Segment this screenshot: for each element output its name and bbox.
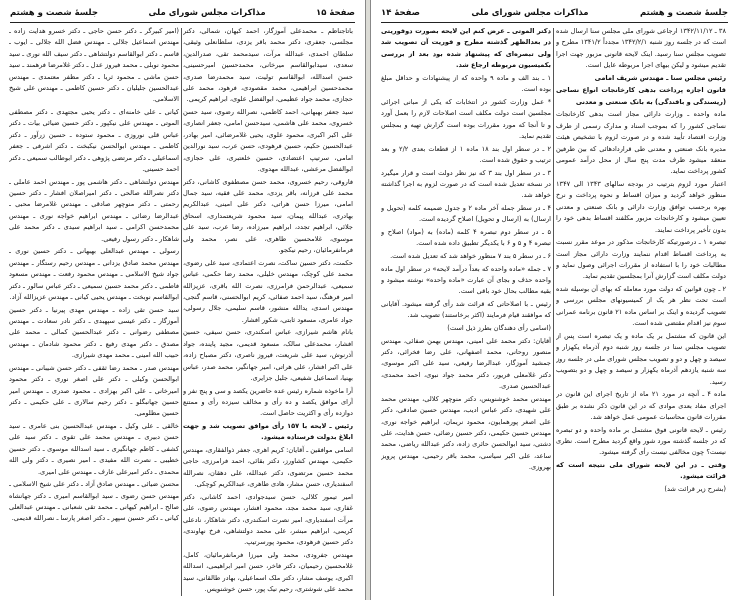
left-column-divider (181, 28, 182, 596)
left-page (0, 0, 366, 600)
paragraph: اسامی موافقین ـ آقایان: کریم اهری، جعفر ذوالفقاری، مهندس حکیمی، مهندس کشاورز، دکتر بقائی، احمد فرامرزی، حاجی محمد حسین مرتضوی، دکتر عبدالله، علی دهقان، نصرالله اسفندیاری، حسن مشار، هادی طاهری، عبدالکریم کوچکی. (183, 445, 353, 489)
paragraph: مهندس دولتشاهی ـ دکتر هاشمی پور ـ مهندس احمد عاملی ـ دکتر نصرالله صالحی ـ دکتر امیراصلان افشار ـ دکتر حسین رحمتی ـ دکتر منوچهر صادقی ـ مهندس غلامرضا محبی ـ عبدالرضا رضائی ـ مهندس ابراهیم خواجه نوری ـ مهندس محمدحسن اکرامی ـ سید ابراهیم سیدی ـ دکتر محمد علی شاهکار ـ دکتر رسول رفیعی. (9, 177, 179, 243)
right-page-right-column (556, 26, 726, 596)
right-page-left-column (381, 26, 551, 596)
right-page (370, 0, 738, 600)
paragraph: ۵ ـ در سطر دوم تبصره ۴ کلمه (ماده) به (مواد) اصلاح و تبصره ۴ و ۵ و ۶ با یکدیگر تطبیق داده شده است. (381, 228, 551, 248)
left-header-rule (10, 22, 355, 23)
paragraph: سید جعفر بهبهانی، احمد کاظمی، نصرالله رضوی، سید حسن خسروی، محمد علی هاشمی، سیدحسن امامی، جعفر انصاری، علی اکبر اکبری، محمود علوی، یحیی غلامرضائی، امیر بهادر، عبدالحسین حکیم، حسین فرهودی، حسن عرب، سید نورالدین امامی، سرتیپ اعتضادی، حسین خلعتبری، علی حجازی، ابوالفضل مرعشی، عبدالله مهدوی. (183, 108, 353, 174)
paragraph: تبصره ۱ ـ درصورتیکه کارخانجات مذکور در موعد مقرر نسبت به پرداخت اقساط اقدام ننمایند وزارت دارائی مجاز است مطالبات خود را با استفاده از مقررات اجرائی وصول نماید و دولت مکلف است گزارش آنرا بمجلسین تقدیم نماید. (556, 238, 726, 281)
left-page-header (10, 6, 355, 20)
paragraph: ۷ ـ جمله «ماده واحده که بعداً درآمد لایحه» در سطر اول ماده واحده حذف و بجای آن عبارت «ماده واحده» نوشته میشود و بقیه مطالب بحال خود باقی است. (381, 264, 551, 296)
paragraph: آقایان: دکتر محمد علی امینی، مهندس بهمن صفائی، مهندس منصور روحانی، محمد اصفهانی، علی رضا فخرائی، دکتر جمشید آموزگار، عبدالرضا رفیعی، سید علی اکبر موسوی، دکتر غلامعلی فریور، دکتر محمد جواد نبوی، احمد محمدی، عبدالحسین صدری. (381, 336, 551, 391)
left-page-left-column (9, 26, 179, 596)
right-column-divider (553, 28, 554, 596)
paragraph: * عمل وزارت کشور در انتخابات که یکی از مبانی اجرائی مجلسین است دولت مکلف است اصلاحات لازم را بعمل آورد و تا آنجا که مورد مقررات بوده است گزارش تهیه و بمجلس تقدیم نماید. (381, 97, 551, 141)
left-page-session: جلسهٔ شصت و هشتم (10, 8, 98, 18)
paragraph: باتاجناظم ـ محمدعلی آموزگار، احمد کیهان، شمالی، دکتر مجلسی، جعفری، دکتر محمد باقر یزدی، سلطانعلی وثیقی، سلطان احمدی، عبدالله مرآت، سیدمحمد تقی، صدرالدین، سعدی، سیدابوالقاسم میرخانی، محمدحسین امیرحسینی، حسن اسدالله، ابوالقاسم تولیت، سید محمدرضا صدری، محمدحسین ابراهیمی، محمد مقصودی، فرهود، محمد علی حجازی، محمد جواد عظیمی، ابوالفضل علوی، ابراهیم کریمی. (183, 27, 353, 104)
paragraph: وقتی ـ در این لایحه شورای ملی نتیجه است که قرائت میشود. (556, 460, 726, 481)
paragraph: ۲ ـ چون قوانین که دولت مورد معامله که بهای آن بوسیله شده است تحت نظر هر یک از کمیسیونهای مجلس بررسی و تصویب گردیده و اینک بر اساس ماده ۲۱ قانون برنامه عمرانی سوم نیز اقدام مقتضی شده است. (556, 285, 726, 328)
paragraph: رسولی ـ مهندس عبدالعلی بهبهانی ـ دکتر حسین نوری ـ مهندس محمد صادق یزدانی ـ مهندس رحیم رستگار ـ مهندس جواد شیخ الاسلامی ـ مهندس محمود رفعت ـ مهندس مسعود فاطمی ـ دکتر محمد حسین سمیعی ـ دکتر عباس سالور ـ دکتر ابوالقاسم نوبخت ـ مهندس یحیی کیانی ـ مهندس عزیزالله آزاد. (9, 247, 179, 301)
paragraph: رئیس ـ لایحه قانونی فوق مشتمل بر ماده واحده و دو تبصره که در جلسه گذشته مورد شور واقع گردید مطرح است. نظری نیست؟ چون مخالفی نیست رأی گرفته میشود. (556, 425, 726, 457)
paragraph: این قانون که مشتمل بر یک ماده و یک تبصره است پس از تصویب مجلس سنا در جلسه روز شنبه دوم آذرماه یکهزار و سیصد و چهل و دو و تصویب مجلس شورای ملی در جلسه روز سه شنبه یازدهم آذرماه یکهزار و سیصد و چهل و دو بتصویب رسید. (556, 331, 726, 386)
right-page-title: مذاکرات مجلس شورای ملی (471, 8, 589, 18)
paragraph: محسن ضیائی ـ مهندس صادق آزاد ـ دکتر علی شیخ الاسلامی ـ مهندس حسن رضوی ـ سید ابوالقاسم امیری ـ دکتر جهانشاه صالح ـ ابراهیم کیهانی ـ محمد تقی شعبانی ـ مهندس عبدالعلی کیانی ـ دکتر حسین سپهر ـ دکتر اصغر پارسا ـ نصرالله قدیمی. (9, 480, 179, 523)
paragraph: رئیس ـ با اصلاحاتی که قرائت شد رأی گرفته میشود. آقایانی که موافقند قیام فرمایند (اکثر برخاستند) تصویب شد. (381, 300, 551, 320)
paragraph: قانون اجازه پرداخت بدهی کارخانجات انواع نساجی (ریسندگی و بافندگی) به بانک صنعتی و معدنی (556, 86, 726, 106)
paragraph: حکمت، دکتر حسین ساکت، نصرت اعتمادی، سید علی رضوی، محمد علی کوچک، مهندس خلیلی، محمد رضا حکمی، عباس سمیعی، عبدالرحمن فرامرزی، نصرت الله باقری، عزیزالله امیر فرهنگ، سید احمد صفائی، کریم ابوالحسنی، قاسم گنجی، مهندس اسدی، یدالله منشور، قاسم سلیمی، جلال رسولی، جواد عامری، مسعود ثابتی، شکور افشار. (183, 258, 353, 324)
paragraph: ۴ ـ در سطر جمله آخر ماده ۲ و جدول ضمیمه کلمه (تحویل و ارسال) به (ارسال و تحویل) اصلاح گردیده است. (381, 204, 551, 224)
paragraph: (امیر کبیرگر ـ دکتر حسن حاجی ـ دکتر خسرو هدایت زاده ـ مهندس اسماعیل جلالی ـ مهندس فضل الله جلالی ـ ایوب ـ قاسم ـ دکتر ابوالقاسم دولتشاهی ـ دکتر سیف الله نوری ـ سید محمود نوبلی ـ محمد فیروز عدل ـ دکتر غلامرضا فرهمند ـ سید حسن ماشی ـ محمود ثریا ـ دکتر مظفر معتمدی ـ مهندس عبدالحسین جلیلیان ـ دکتر حسین کاظمی ـ مهندس علی شیخ الاسلامی. (9, 27, 179, 104)
paragraph: مهندس صدر ـ محمد رضا ثقفی ـ دکتر حسن شیبانی ـ مهندس ابوالحسن وکیلی ـ دکتر علی اصغر نوری ـ دکتر محمود امیرخانی ـ علی اکبر بهزادی ـ محمود صدری ـ مهندس امیر حسین جهانبگلو ـ دکتر رحیم سالاری ـ علی حکیمی ـ دکتر حسین مظلومی. (9, 363, 179, 418)
paragraph: امیر تیمور کلالی، حسن سیدجوادی، احمد کاشانی، دکتر غفاری، سید محمد مجد، محمود افشار، مهندس رضوی، علی مرآت اسفندیاری، امیر نصرت اسکندری، دکتر شاهکار، نادعلی کریمی، ابراهیم مبشر، علی محمد دولتشاهی، فرخ نهاوندی، دکتر حسین فرهودی، محمود پورسرتیپ. (183, 492, 353, 547)
paragraph: کیانی ـ علی خامنه‌ای ـ دکتر یحیی مجتهدی ـ دکتر مصطفی الموتی ـ مهندس علی نیکپور ـ دکتر حسین ضیائی بیات ـ دکتر عباس قلی نوروزی ـ محمود ستوده ـ حسین زرآور ـ دکتر کاظمی ـ مهندس ابوالحسن نیکبخت ـ دکتر اشرفی ـ جعفر اسماعیلی ـ دکتر مرتضی پژوهی ـ دکتر ابوطالب سمیعی ـ دکتر احمد حسینی. (9, 108, 179, 174)
paragraph: دکتر الموتی ـ عرض کنم این لایحه بصورت دوفوریتی در بعدالظهر گذشته مطرح و فوریت آن تصویب شد ولی تبصره‌ای که پیشنهاد شده بود بعد از بررسی بکمیسیون مربوطه ارجاع شد. (381, 27, 551, 70)
paragraph: مهندس جفرودی، محمد ولی میرزا فرمانفرمائیان، کامل، غلامحسین رحیمیان، دکتر فاخر، حسن امیر ابراهیمی، اسدالله اکبری، یوسف مشار، دکتر ملک اسماعیلی، بهادر طالقانی، سید محمد علی شوشتری، رحیم نیک پور، حسن خوشنویس. (183, 550, 353, 594)
right-page-number: صفحهٔ ۱۴ (381, 8, 420, 18)
paragraph: رئیس ـ لایحه با ۱۵۷ رأی موافق تصویب شد و جهت ابلاغ بدولت فرستاده میشود. (183, 421, 353, 442)
left-page-right-column (183, 26, 353, 596)
paragraph: رئیس مجلس سنا ـ مهندس شریف امامی (594, 73, 726, 82)
paragraph: (بشرح زیر قرائت شد) (664, 484, 726, 493)
paragraph: ۶ ـ در سطر ۵ بند ۷ منظور خواهد شد که تعدیل شده است. (390, 252, 551, 261)
paragraph: مهندس محمد خوشنویس، دکتر منوچهر کلالی، مهندس محمد علی شهیدی، دکتر عباس ادیب، مهندس حسین صادقی، دکتر علی اصغر پورهمایون، محمود نریمان، ابراهیم خواجه نوری، مهندس حسین حکیمی، دکتر حسین رضائی، حسن هدایت، علی دشتی، سید ابوالحسن حائری زاده، دکتر عبدالله ریاضی، محمد ساعد، علی اکبر سیاسی، محمد باقر رحیمی، مهندس پرویز بهروزی. (381, 394, 551, 472)
paragraph: ۱ ـ بند الف و ماده ۹ واحده که از پیشنهادات و حداقل مبلغ بوده است. (381, 73, 551, 94)
paragraph: ماده ۴ ـ آنچه در مورد ۲۱ ماه از تاریخ اجرای این قانون در اجرای مفاد بعدی موادی که در این قانون ذکر نشده بر طبق مقررات قانون محاسبات عمومی عمل خواهد شد. (556, 390, 726, 421)
paragraph: ۳ ـ در سطر اول بند ۳ که نیز نظر دولت است و قرار میگیرد در نسخه تعدیل شده است که در صورت لزوم به اجرا گذاشته خواهد شد. (381, 168, 551, 200)
paragraph: خالقی ـ علی وکیل ـ مهندس عبدالحسین بنی عامری ـ سید حسن دبیری ـ مهندس محمد علی تقوی ـ دکتر سید علی کشفی ـ کاظم جهانگیری ـ سید اسدالله موسوی ـ دکتر حسین خطیبی ـ نصرت الله مفیدی ـ امیر نصیری ـ دکتر ولی الله محمدی ـ دکتر امیرعلی عارف ـ مهندس علی امیری. (9, 421, 179, 476)
right-page-header (381, 6, 728, 20)
paragraph: ماده واحده ـ وزارت دارائی مجاز است بدهی کارخانجات نساجی کشور را که بموجب اسناد و مدارک رسمی از طرف وزارت اقتصاد تأیید شده و در صورت لزوم با تشخیص هیئت مدیره بانک صنعتی و معدنی طی قراردادهائی که بین طرفین منعقد میشود ظرف مدت پنج سال از محل درآمد عمومی کشور پرداخت نماید. (556, 110, 726, 176)
paragraph: فاروقی، رحیم خسروی، محمد حسن مصطفوی کاشانی، دکتر محمد علی فرزانه، باقر یزدی، محمد علی فقیه، سید جمال امامی، میرزا حسن هراتی، دکتر علی امینی، عبدالکریم بهادری، عبدالله پیمان، سید محمود شریعتمداری، اسحاق جلائی، ابراهیم تجدد، ابراهیم میرزاده، رضا عرب، سید علی موسوی، غلامحسین طاهری، علی نصر، محمد ولی فرمانفرمائیان، رحیم نیکجو. (183, 177, 353, 255)
paragraph: ۳۸ ـ ۱۳۴۲/۱۱/۱۲ ارجاعی شورای ملی مجلس سنا ارسال شده است که در جلسه روز شنبه ۱۳۴۲/۲/۱ مجدداً ۱۳۴۱/۲ مطرح و تصویب مجلس سنا رسید. اینک لایحه قانونی مزبور جهت اجرا تقدیم میشود و لیکن بیهای اجرا مربوطه عایل است. (556, 27, 726, 70)
paragraph: ۲ ـ در سطر اول بند ۱۸ ماده ۱ از قطعات بعدی ۲/۲ و بعد ترتیب و حقوق شده است. (381, 144, 551, 165)
paragraph: آرا ماخوذه شماره رئیس عده حاضرین یکصد و سی و پنج نفر و آرای موافق یکصد و ده رأی و مخالف سیزده رأی و ممتنع دوازده رأی و اکثریت حاصل است. (183, 386, 353, 418)
paragraph: سید حسن تقی زاده ـ مهندس مهدی پیرنیا ـ دکتر حسین آموزگار ـ دکتر عیسی سپهبدی ـ دکتر نادر سعادت ـ مهندس مصطفی رضوانی ـ دکتر عبدالحسین کمالی ـ محمد علی مصدق ـ دکتر مهدی رفیع ـ دکتر محمود شادمان ـ مهندس حبیب الله امینی ـ محمد مهدی شیرازی. (9, 305, 179, 360)
right-header-rule (381, 22, 728, 23)
paragraph: اعتبار مورد لزوم بترتیب در بودجه سالهای ۱۳۴۳ الی ۱۳۴۷ منظور خواهد گردید و میزان اقساط و نحوه پرداخت و نرخ بهره برحسب توافق وزارت دارائی و بانک صنعتی و معدنی تعیین میشود و کارخانجات مزبور مکلفند اقساط بدهی خود را بدون تأخیر پرداخت نمایند. (556, 180, 726, 234)
right-page-session: جلسهٔ شصت و هشتم (640, 8, 728, 18)
left-page-number: صفحهٔ ۱۵ (316, 8, 355, 18)
left-page-title: مذاکرات مجلس شورای ملی (148, 8, 266, 18)
paragraph: (اسامی رأی دهندگان بطرز ذیل است) (447, 324, 551, 333)
paragraph: بانام هاشم شیرازی، عباس اسکندری، حسن سیفی، حسین افشار، محمدعلی سالک، مسعود قدیمی، مجید پاینده، جواد آذرنوش، سید علی شریعت، فیروز ناصری، دکتر مصباح زاده، علی اکبر افشار، علی هراتی، امیر جهانگیر، محمد صدر، عباس بهنیا، اسماعیل شفیعی، جلیل جزایری. (183, 328, 353, 382)
